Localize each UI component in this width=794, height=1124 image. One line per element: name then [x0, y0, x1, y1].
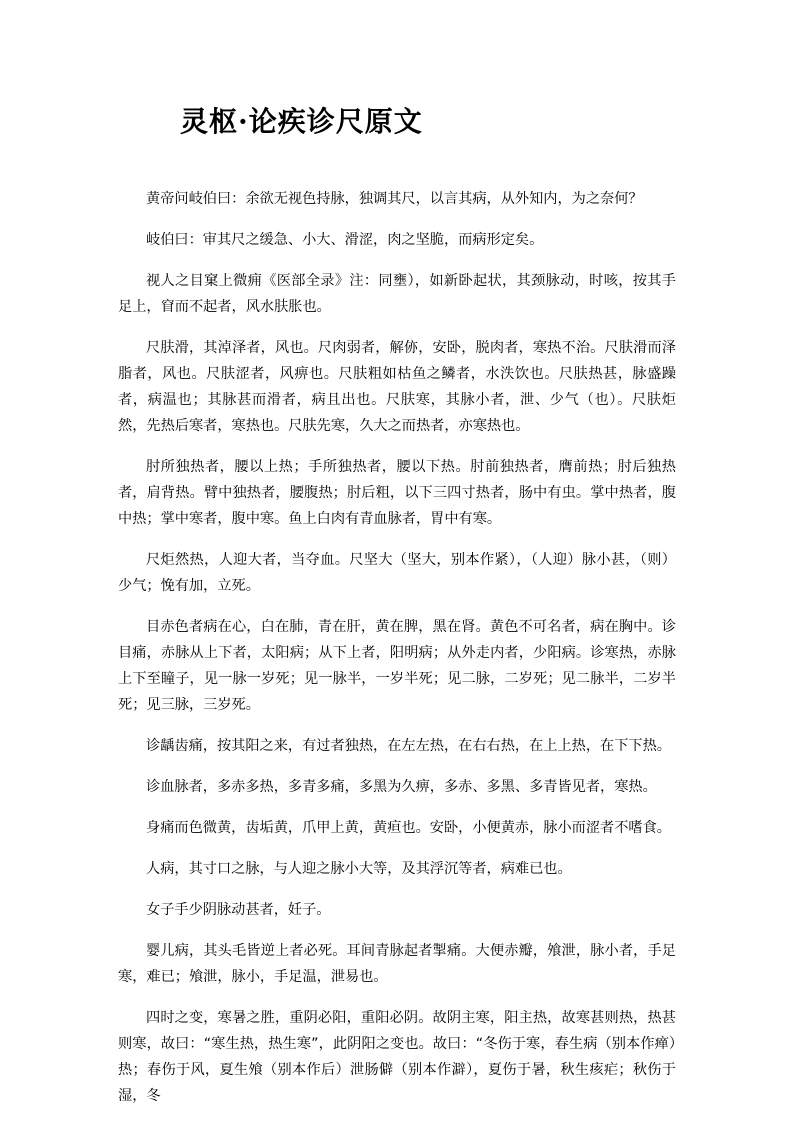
- paragraph: 身痛而色微黄，齿垢黄，爪甲上黄，黄疸也。安卧，小便黄赤，脉小而涩者不嗜食。: [146, 820, 671, 836]
- paragraph: 婴儿病，其头毛皆逆上者必死。耳间青脉起者掣痛。大便赤瓣，飧泄，脉小者，手足寒，难已；飧泄，脉小，手足温，泄易也。: [118, 943, 676, 985]
- paragraph: 四时之变，寒暑之胜，重阴必阳，重阳必阴。故阴主寒，阳主热，故寒甚则热，热甚则寒，故曰：“寒生热，热生寒”，此阴阳之变也。故曰：“冬伤于寒，春生病（别本作瘅）热；春伤于风，夏生飧（别本作后）泄肠僻（别本作澼），夏伤于暑，秋生痎疟；秋伤于湿，冬: [118, 1010, 676, 1104]
- paragraph: 黄帝问岐伯曰：余欲无视色持脉，独调其尺，以言其病，从外知内，为之奈何？: [146, 191, 643, 207]
- document-title: 灵枢·论疾诊尺原文: [180, 105, 423, 138]
- paragraph: 岐伯曰：审其尺之缓急、小大、滑涩，肉之坚脆，而病形定矣。: [146, 232, 544, 248]
- paragraph: 目赤色者病在心，白在肺，青在肝，黄在脾，黑在肾。黄色不可名者，病在胸中。诊目痛，赤脉从上下者，太阳病；从下上者，阳明病；从外走内者，少阳病。诊寒热，赤脉上下至瞳子，见一脉一岁死；见一脉半，一岁半死；见二脉，二岁死；见二脉半，二岁半死；见三脉，三岁死。: [118, 619, 676, 713]
- paragraph: 视人之目窠上微痈《医部全录》注：同壅），如新卧起状，其颈脉动，时咳，按其手足上，窅而不起者，风水肤胀也。: [118, 273, 676, 315]
- paragraph: 诊血脉者，多赤多热，多青多痛，多黑为久痹，多赤、多黑、多青皆见者，寒热。: [146, 779, 657, 795]
- paragraph: 尺炬然热，人迎大者，当夺血。尺坚大（坚大，别本作紧），（人迎）脉小甚，（则）少气；悗有加，立死。: [118, 552, 676, 594]
- paragraph: 人病，其寸口之脉，与人迎之脉小大等，及其浮沉等者，病难已也。: [146, 861, 572, 877]
- paragraph: 肘所独热者，腰以上热；手所独热者，腰以下热。肘前独热者，膺前热；肘后独热者，肩背热。臂中独热者，腰腹热；肘后粗，以下三四寸热者，肠中有虫。掌中热者，腹中热；掌中寒者，腹中寒。鱼上白肉有青血脉者，胃中有寒。: [118, 459, 676, 527]
- document-body: [118, 186, 676, 1124]
- paragraph: 尺肤滑，其淖泽者，风也。尺肉弱者，解㑊，安卧，脱肉者，寒热不治。尺肤滑而泽脂者，风也。尺肤涩者，风痹也。尺肤粗如枯鱼之鳞者，水泆饮也。尺肤热甚，脉盛躁者，病温也；其脉甚而滑者，病且出也。尺肤寒，其脉小者，泄、少气（也）。尺肤炬然，先热后寒者，寒热也。尺肤先寒，久大之而热者，亦寒热也。: [118, 340, 676, 434]
- paragraph: 诊龋齿痛，按其阳之来，有过者独热，在左左热，在右右热，在上上热，在下下热。: [146, 738, 671, 754]
- paragraph: 女子手少阴脉动甚者，妊子。: [146, 902, 331, 918]
